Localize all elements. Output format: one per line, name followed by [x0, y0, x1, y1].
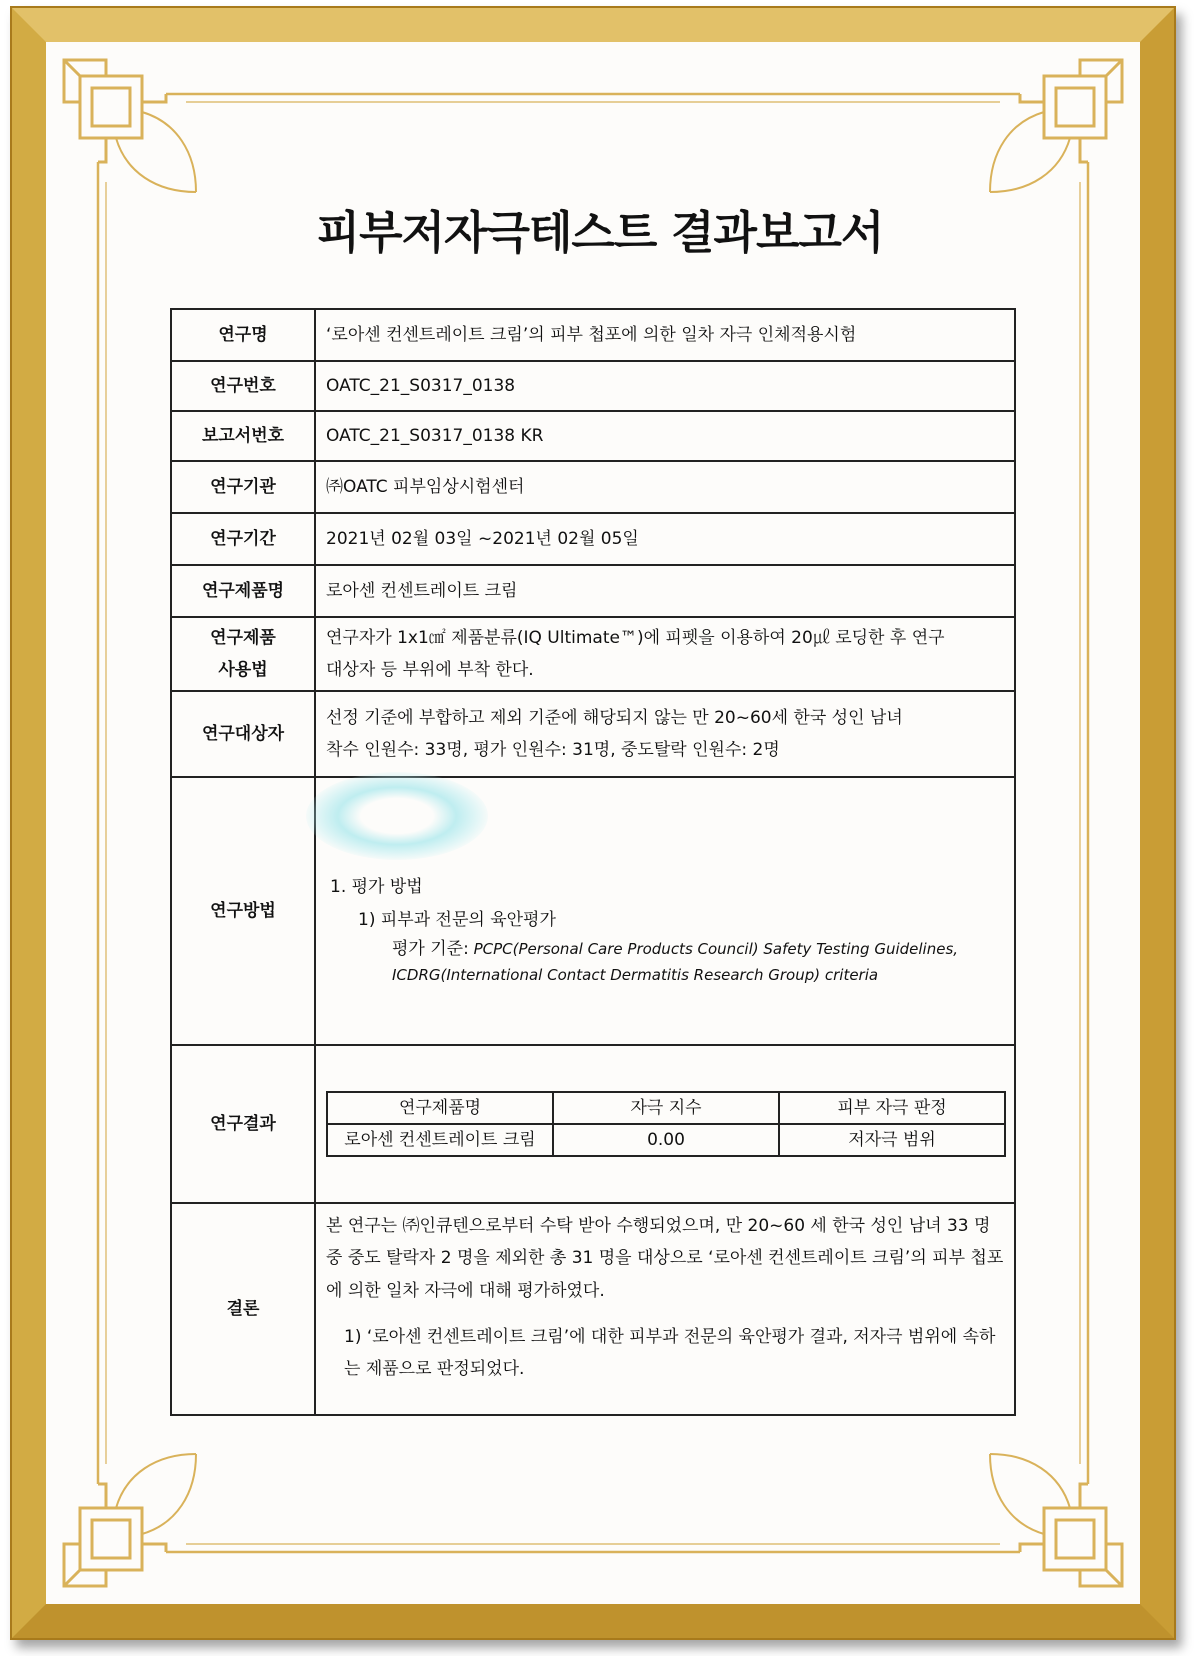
- row-usage: [171, 617, 1015, 691]
- method-criteria: [392, 936, 1000, 987]
- label-study-name: 연구명: [171, 309, 315, 361]
- results-header-judgement: 피부 자극 판정: [779, 1092, 1005, 1124]
- row-results: [171, 1045, 1015, 1203]
- label-report-number: 보고서번호: [171, 411, 315, 461]
- results-cell-index: 0.00: [553, 1124, 779, 1156]
- label-institution: 연구기관: [171, 461, 315, 513]
- label-usage: [171, 617, 315, 691]
- results-header-product: 연구제품명: [327, 1092, 553, 1124]
- row-product-name: [171, 565, 1015, 617]
- results-header-index: 자극 지수: [553, 1092, 779, 1124]
- value-usage: [315, 617, 1015, 691]
- label-method: 연구방법: [171, 777, 315, 1045]
- value-conclusion: [315, 1203, 1015, 1415]
- conclusion-paragraph-1: 본 연구는 ㈜인큐텐으로부터 수탁 받아 수행되었으며, 만 20~60 세 한국 성인 남녀 33 명 중 중도 탈락자 2 명을 제외한 총 31 명을 대상으로 ‘로아센 컨센트레이트 크림’의 피부 첩포에 의한 일차 자극에 대해 평가하였다.: [326, 1216, 1004, 1301]
- label-usage-line1: 연구제품: [210, 627, 276, 648]
- report-table: [170, 308, 1016, 1416]
- label-product-name: 연구제품명: [171, 565, 315, 617]
- row-study-number: [171, 361, 1015, 411]
- row-method: [171, 777, 1015, 1045]
- row-study-name: [171, 309, 1015, 361]
- usage-line1: 연구자가 1x1㎠ 제품분류(IQ Ultimate™)에 피펫을 이용하여 20㎕ 로딩한 후 연구: [326, 627, 945, 648]
- value-report-number: OATC_21_S0317_0138 KR: [315, 411, 1015, 461]
- value-study-name: ‘로아센 컨센트레이트 크림’의 피부 첩포에 의한 일차 자극 인체적용시험: [315, 309, 1015, 361]
- row-period: [171, 513, 1015, 565]
- criteria-label: 평가 기준:: [392, 939, 469, 959]
- results-table: [326, 1091, 1006, 1157]
- value-subjects: [315, 691, 1015, 777]
- row-report-number: [171, 411, 1015, 461]
- row-institution: [171, 461, 1015, 513]
- results-cell-judgement: 저자극 범위: [779, 1124, 1005, 1156]
- conclusion-paragraph-2: 1) ‘로아센 컨센트레이트 크림’에 대한 피부과 전문의 육안평가 결과, 저자극 범위에 속하는 제품으로 판정되었다.: [344, 1326, 996, 1380]
- results-cell-product: 로아센 컨센트레이트 크림: [327, 1124, 553, 1156]
- value-product-name: 로아센 컨센트레이트 크림: [315, 565, 1015, 617]
- label-results: 연구결과: [171, 1045, 315, 1203]
- label-study-number: 연구번호: [171, 361, 315, 411]
- label-conclusion: 결론: [171, 1203, 315, 1415]
- results-header-row: [327, 1092, 1005, 1124]
- usage-line2: 대상자 등 부위에 부착 한다.: [326, 660, 534, 680]
- value-study-number: OATC_21_S0317_0138: [315, 361, 1015, 411]
- value-institution: ㈜OATC 피부임상시험센터: [315, 461, 1015, 513]
- method-item-1: 1. 평가 방법: [330, 877, 423, 897]
- label-period: 연구기간: [171, 513, 315, 565]
- subjects-line2: 착수 인원수: 33명, 평가 인원수: 31명, 중도탈락 인원수: 2명: [326, 740, 780, 760]
- translucent-stamp-mark: [306, 772, 488, 860]
- criteria-text: PCPC(Personal Care Products Council) Safety Testing Guidelines, ICDRG(International Contact Dermatitis Research Group) criteria: [392, 940, 959, 985]
- label-subjects: 연구대상자: [171, 691, 315, 777]
- row-subjects: [171, 691, 1015, 777]
- page-title: 피부저자극테스트 결과보고서: [316, 206, 884, 259]
- method-item-1-1: 1) 피부과 전문의 육안평가: [358, 910, 556, 930]
- value-period: 2021년 02월 03일 ~2021년 02월 05일: [315, 513, 1015, 565]
- row-conclusion: [171, 1203, 1015, 1415]
- value-results: [315, 1045, 1015, 1203]
- subjects-line1: 선정 기준에 부합하고 제외 기준에 해당되지 않는 만 20~60세 한국 성인 남녀: [326, 707, 903, 728]
- results-data-row: [327, 1124, 1005, 1156]
- label-usage-line2: 사용법: [218, 660, 268, 680]
